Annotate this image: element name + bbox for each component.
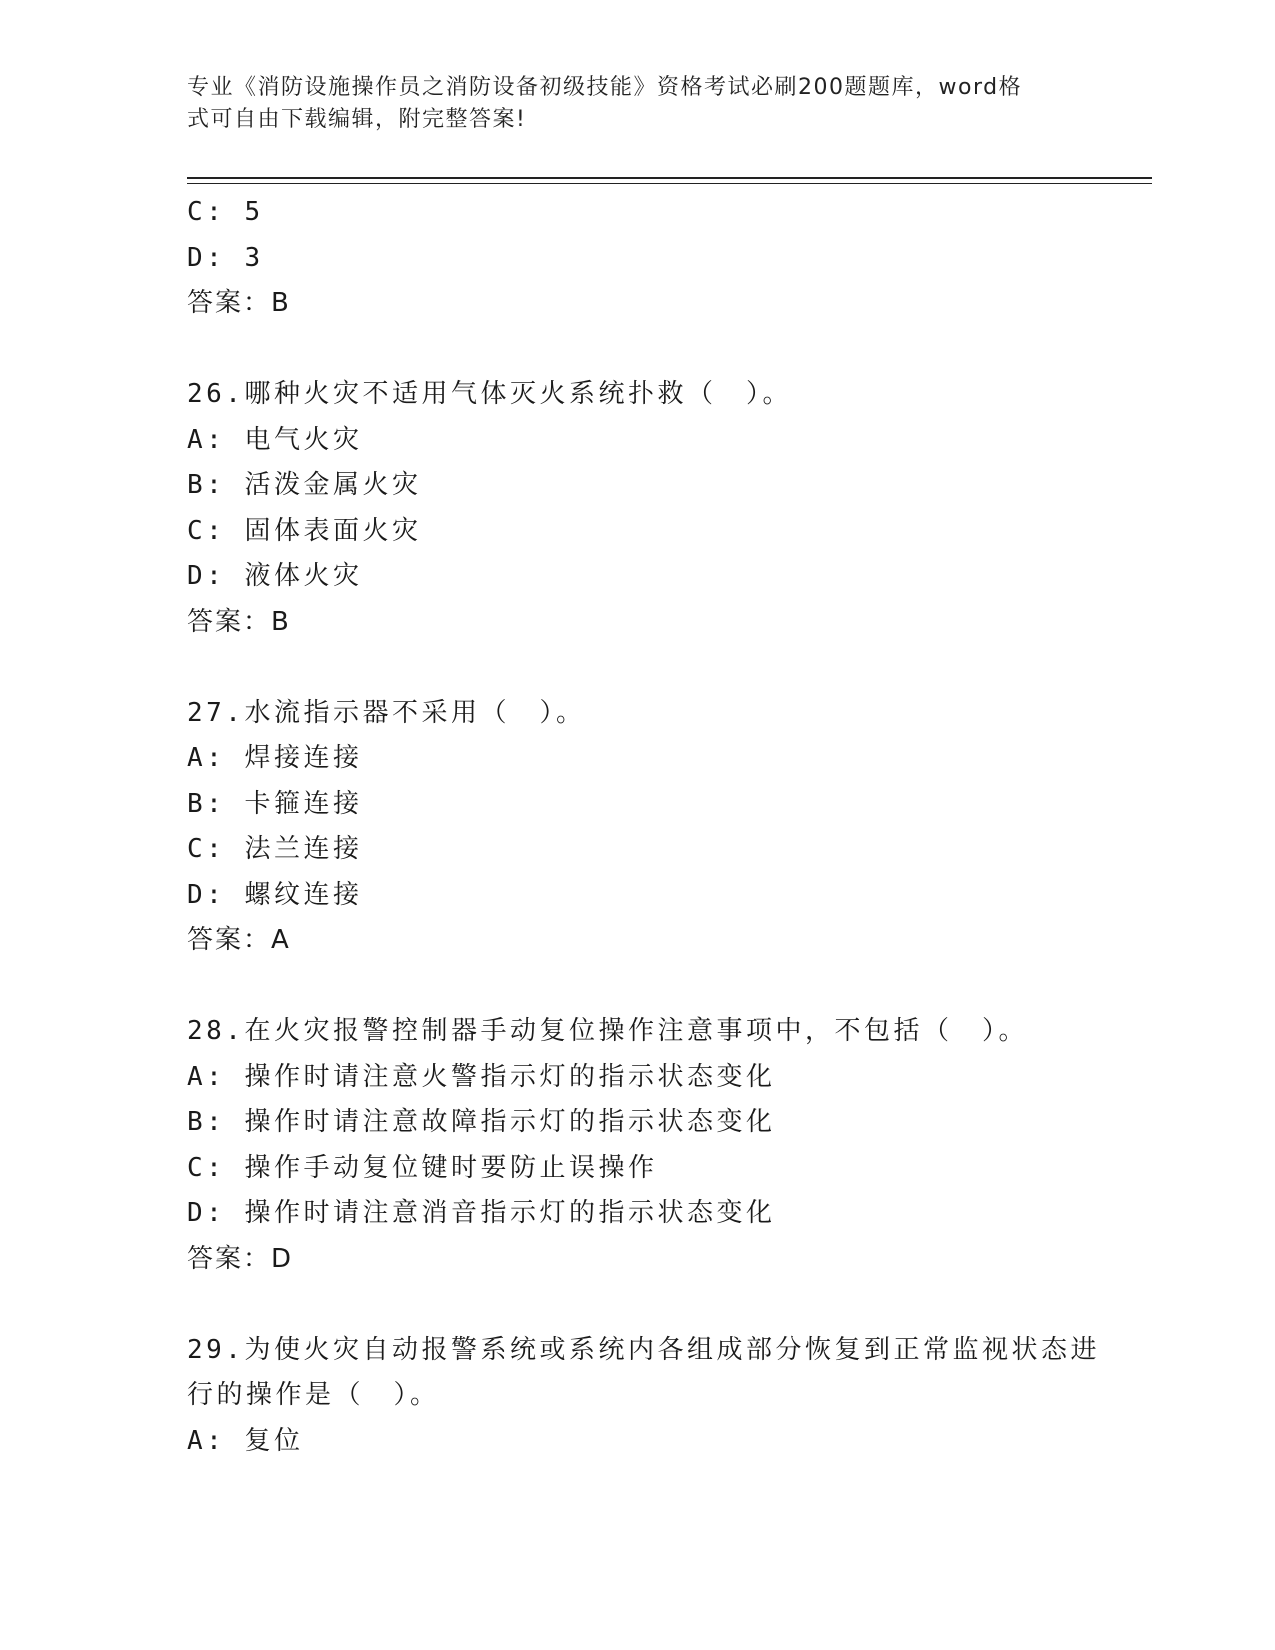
option-d: D: 液体火灾 [187, 561, 363, 591]
option-c: C: 5 [187, 197, 264, 227]
option-b: B: 操作时请注意故障指示灯的指示状态变化 [187, 1107, 776, 1137]
question-list [187, 190, 1107, 1464]
question-28 [187, 1009, 1107, 1282]
option-b: B: 卡箍连接 [187, 788, 363, 819]
question-stem: 26.哪种火灾不适用气体灭火系统扑救（ ）。 [187, 379, 792, 409]
question-27 [187, 691, 1107, 964]
answer-line: 答案：B [187, 606, 291, 637]
option-d: D: 操作时请注意消音指示灯的指示状态变化 [187, 1198, 776, 1228]
header-title-line-2: 式可自由下载编辑，附完整答案! [187, 107, 527, 132]
spacer [187, 645, 1107, 691]
option-d: D: 3 [187, 242, 264, 273]
option-a: A: 焊接连接 [187, 743, 363, 773]
answer-line: 答案：B [187, 288, 291, 318]
option-c: C: 固体表面火灾 [187, 515, 422, 546]
question-stem: 27.水流指示器不采用（ ）。 [187, 697, 586, 728]
spacer [187, 327, 1107, 373]
spacer [187, 1282, 1107, 1328]
header-title-line-1: 专业《消防设施操作员之消防设备初级技能》资格考试必刷200题题库，word格 [187, 75, 1023, 100]
answer-line: 答案：D [187, 1243, 294, 1274]
question-25-partial [187, 190, 1107, 327]
page-header [187, 72, 1067, 136]
option-d: D: 螺纹连接 [187, 879, 363, 910]
option-c: C: 法兰连接 [187, 834, 363, 864]
question-stem-line-1: 29.为使火灾自动报警系统或系统内各组成部分恢复到正常监视状态进 [187, 1334, 1100, 1365]
header-divider-thin [187, 183, 1152, 184]
option-a: A: 电气火灾 [187, 424, 363, 455]
option-b: B: 活泼金属火灾 [187, 470, 422, 500]
spacer [187, 964, 1107, 1010]
option-a: A: 复位 [187, 1425, 304, 1456]
question-26 [187, 372, 1107, 645]
header-divider-thick [187, 177, 1152, 179]
question-stem-line-2: 行的操作是（ ）。 [187, 1380, 440, 1410]
option-a: A: 操作时请注意火警指示灯的指示状态变化 [187, 1061, 776, 1092]
question-stem: 28.在火灾报警控制器手动复位操作注意事项中，不包括（ ）。 [187, 1016, 1028, 1046]
question-29 [187, 1328, 1107, 1465]
option-c: C: 操作手动复位键时要防止误操作 [187, 1152, 658, 1183]
answer-line: 答案：A [187, 925, 291, 955]
